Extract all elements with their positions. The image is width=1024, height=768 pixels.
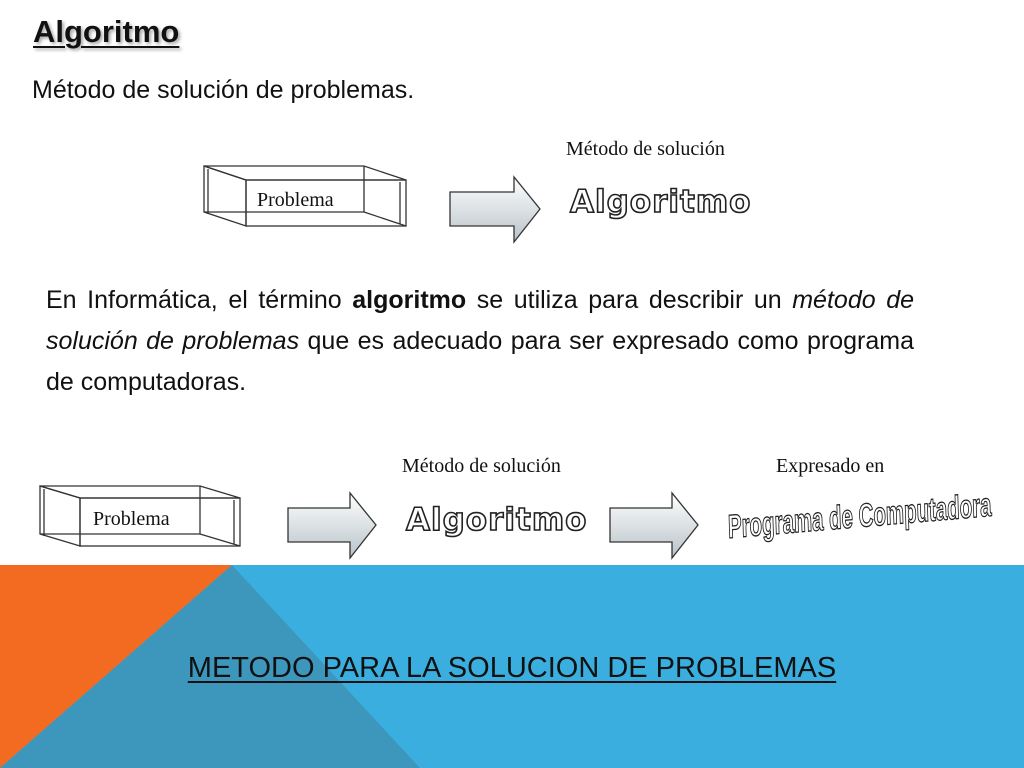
- problem-label: Problema: [257, 189, 334, 211]
- algorithm-wordart: Algoritmo: [570, 184, 752, 220]
- program-wordart: Programa de Computadora: [727, 485, 992, 545]
- bold-term: algoritmo: [352, 286, 467, 314]
- arrow-right-icon: [606, 490, 702, 562]
- method-label-2: Método de solución: [402, 455, 561, 477]
- arrow-right-icon: [284, 490, 380, 562]
- definition-paragraph: En Informática, el término algoritmo se utiliza para describir un método de solución de problemas que es adecuado para ser expresado como programa de computadoras.: [46, 286, 914, 396]
- arrow-right-icon: [446, 174, 544, 246]
- slide-title: Algoritmo: [33, 14, 180, 49]
- italic-phrase: método de solución de problemas: [46, 286, 914, 355]
- problem-label-2: Problema: [93, 508, 170, 530]
- slide-subtitle: Método de solución de problemas.: [32, 76, 415, 104]
- method-label: Método de solución: [566, 138, 725, 160]
- banner-title: METODO PARA LA SOLUCION DE PROBLEMAS: [187, 652, 837, 684]
- expressed-label: Expresado en: [776, 455, 885, 477]
- algorithm-wordart-2: Algoritmo: [406, 502, 588, 538]
